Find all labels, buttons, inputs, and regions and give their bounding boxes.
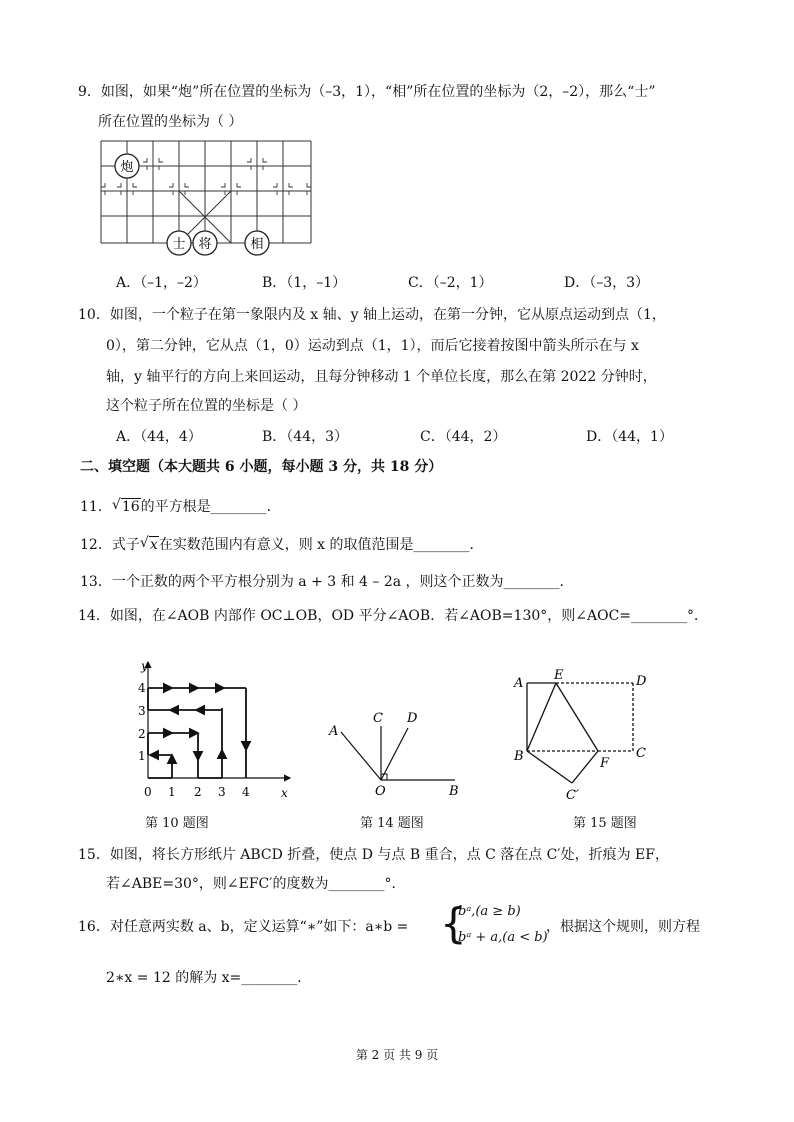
svg-text:x: x xyxy=(281,786,288,800)
svg-text:4: 4 xyxy=(242,785,250,799)
q16-pre: 16．对任意两实数 a、b，定义运算“∗”如下：a∗b = xyxy=(78,919,409,935)
piece-pao xyxy=(115,154,139,178)
svg-text:0: 0 xyxy=(144,785,152,799)
q10-line2: 0），第二分钟，它从点（1，0）运动到点（1，1），而后它接着按图中箭头所示在与 x xyxy=(106,338,639,354)
section-2-heading: 二、填空题（本大题共 6 小题，每小题 3 分，共 18 分） xyxy=(80,459,443,475)
q16-case2: bᵃ + a,(a < b) xyxy=(458,930,548,945)
svg-text:相: 相 xyxy=(250,237,264,252)
svg-text:O: O xyxy=(375,784,386,799)
svg-text:B: B xyxy=(449,784,459,799)
sqrt-16: √ 16 xyxy=(111,497,140,515)
svg-text:A: A xyxy=(329,724,339,739)
svg-text:D: D xyxy=(636,674,647,689)
svg-text:2: 2 xyxy=(194,785,202,799)
q10-option-a[interactable]: A．（44，4） xyxy=(116,429,202,445)
svg-text:C: C xyxy=(373,711,383,726)
q9-option-a[interactable]: A．（–1，–2） xyxy=(116,275,207,291)
figure-10 xyxy=(128,650,298,805)
svg-text:2: 2 xyxy=(138,727,146,741)
svg-text:E: E xyxy=(554,668,564,683)
svg-text:C: C xyxy=(636,746,646,761)
q16-post: ，根据这个规则，则方程 xyxy=(546,919,700,935)
figure-10-caption: 第 10 题图 xyxy=(145,816,209,831)
svg-text:F: F xyxy=(600,756,610,771)
piece-shi xyxy=(167,231,191,255)
figure-15 xyxy=(510,665,660,805)
q16-line2: 2∗x = 12 的解为 x=________． xyxy=(106,970,312,986)
piece-xiang xyxy=(245,231,269,255)
sqrt-x: √ x xyxy=(139,535,158,553)
page-footer: 第 2 页 共 9 页 xyxy=(355,1048,439,1062)
piece-jiang xyxy=(193,231,217,255)
q10-line3: 轴，y 轴平行的方向上来回运动，且每分钟移动 1 个单位长度，那么在第 2022 分钟时， xyxy=(106,369,657,385)
figure-14 xyxy=(325,700,475,800)
q10-option-b[interactable]: B．（44，3） xyxy=(262,429,349,445)
svg-text:1: 1 xyxy=(168,785,176,799)
svg-text:1: 1 xyxy=(138,749,146,763)
q10-option-d[interactable]: D．（44，1） xyxy=(586,429,673,445)
brace-icon: { xyxy=(440,899,467,948)
q9-option-d[interactable]: D．（–3，3） xyxy=(564,275,650,291)
svg-text:4: 4 xyxy=(138,681,146,695)
svg-text:A: A xyxy=(514,676,524,691)
q9-line1: 9．如图，如果“炮”所在位置的坐标为（–3，1），“相”所在位置的坐标为（2，–2），那么“士” xyxy=(78,84,656,100)
q12: 12．式子 √ x在实数范围内有意义，则 x 的取值范围是________． xyxy=(80,535,484,553)
q9-option-b[interactable]: B．（1，–1） xyxy=(262,275,347,291)
q9-option-c[interactable]: C．（–2，1） xyxy=(408,275,493,291)
svg-text:将: 将 xyxy=(198,237,212,252)
q16-case1: bᵃ,(a ≥ b) xyxy=(458,904,521,919)
svg-text:y: y xyxy=(141,659,148,673)
svg-text:3: 3 xyxy=(218,785,226,799)
svg-text:3: 3 xyxy=(138,704,146,718)
chess-board-figure xyxy=(98,137,318,265)
svg-text:C′: C′ xyxy=(566,788,579,803)
q10-line1: 10．如图，一个粒子在第一象限内及 x 轴、y 轴上运动，在第一分钟，它从原点运动到点（1， xyxy=(78,307,666,323)
q11: 11． √ 16的平方根是________． xyxy=(80,497,281,515)
q13: 13．一个正数的两个平方根分别为 a + 3 和 4 – 2a ，则这个正数为________． xyxy=(80,574,574,590)
svg-text:炮: 炮 xyxy=(120,160,134,175)
figure-15-caption: 第 15 题图 xyxy=(573,816,637,831)
q10-option-c[interactable]: C．（44，2） xyxy=(420,429,507,445)
q15-line2: 若∠ABE=30°，则∠EFC′的度数为________°． xyxy=(106,876,406,892)
svg-text:D: D xyxy=(407,711,418,726)
q16-piecewise xyxy=(440,900,550,956)
q10-line4: 这个粒子所在位置的坐标是（ ） xyxy=(106,398,307,414)
svg-text:士: 士 xyxy=(172,237,186,252)
q15-line1: 15．如图，将长方形纸片 ABCD 折叠，使点 D 与点 B 重合，点 C 落在点 C′处，折痕为 EF， xyxy=(78,847,669,863)
q9-line2: 所在位置的坐标为（ ） xyxy=(98,114,243,130)
q14: 14．如图，在∠AOB 内部作 OC⊥OB，OD 平分∠AOB．若∠AOB=130°，则∠AOC=________°． xyxy=(78,608,709,624)
svg-text:B: B xyxy=(514,749,524,764)
figure-14-caption: 第 14 题图 xyxy=(360,816,424,831)
